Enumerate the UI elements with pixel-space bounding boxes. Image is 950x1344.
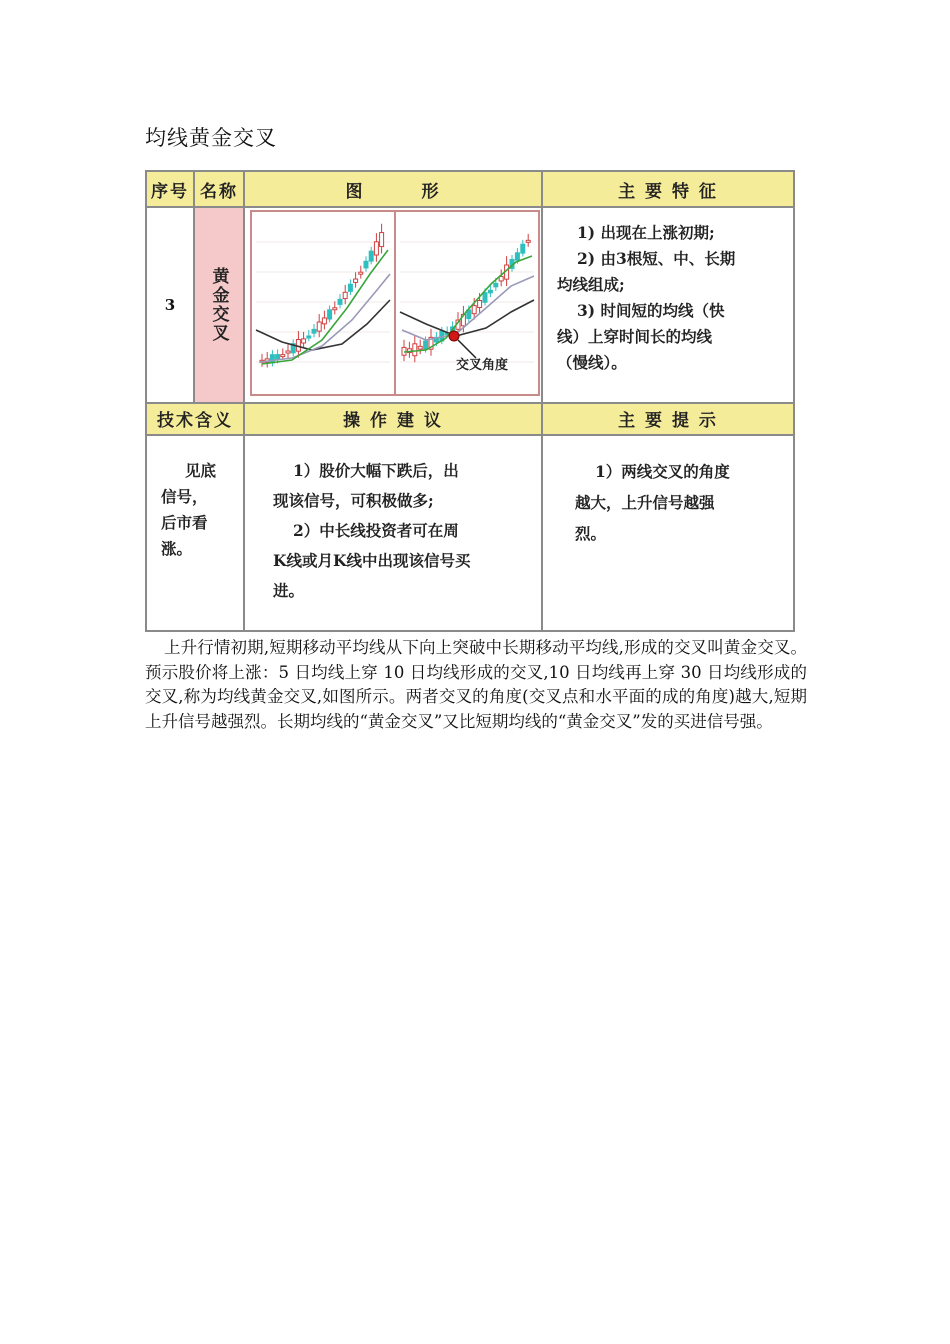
meaning-line: 涨。 [161, 539, 193, 558]
operation-line: 1）股价大幅下跌后，出 [293, 461, 459, 480]
candle-body [302, 339, 306, 343]
header-seq: 序号 [147, 172, 193, 206]
meaning-cell [161, 458, 241, 608]
candle-body [343, 292, 347, 298]
chart-annotation: 交叉角度 [456, 358, 509, 373]
ma-short-line [404, 256, 532, 352]
operation-line: K线或月K线中出现该信号买 [273, 551, 471, 570]
tips-cell [575, 456, 789, 576]
header-figure: 图 形 [245, 172, 541, 206]
feature-line: 均线组成; [557, 275, 625, 294]
candle-body [472, 306, 476, 314]
header-tips: 主 要 提 示 [543, 402, 793, 434]
candle-body [374, 242, 378, 255]
candle-body [328, 310, 332, 319]
candle-body [526, 240, 530, 242]
body-paragraph: 上升行情初期,短期移动平均线从下向上突破中长期移动平均线,形成的交叉叫黄金交叉。预示股价将上涨：5 日均线上穿 10 日均线形成的交叉,10 日均线再上穿 30 日均线形成的交叉,称为均线黄金交叉,如图所示。两者交叉的角度(交叉点和水平面的成的角度)越大,短期上升信号越强烈。长期均线的“黄金交叉”又比短期均线的“黄金交叉”发的买进信号强。 [145, 638, 807, 731]
candle-body [488, 290, 492, 293]
header-operation: 操 作 建 议 [245, 402, 541, 434]
candle-body [338, 299, 342, 304]
body-text [145, 636, 807, 734]
feature-line: 线）上穿时间长的均线 [557, 327, 713, 346]
name-cell [195, 208, 243, 402]
candle-body [413, 344, 417, 356]
candle-body [424, 341, 428, 349]
meaning-line: 后市看 [161, 513, 208, 532]
cross-point-marker [449, 331, 459, 341]
candle-body [322, 318, 326, 324]
meaning-line: 见底 [185, 461, 217, 480]
chart-figure [250, 210, 540, 396]
feature-line: 2) 由3根短、中、长期 [577, 249, 736, 268]
golden-cross-table [145, 170, 795, 632]
feature-line: 3) 时间短的均线（快 [577, 301, 725, 320]
candle-body [276, 355, 280, 360]
chart-panel-left [252, 212, 394, 394]
tip-line: 烈。 [575, 524, 607, 543]
candle-body [333, 308, 337, 310]
col-divider [541, 172, 543, 630]
feature-line: （慢线）。 [557, 353, 627, 372]
tip-line: 1）两线交叉的角度 [595, 462, 730, 481]
candle-body [354, 279, 358, 282]
candle-body [281, 355, 285, 357]
tip-line: 越大，上升信号越强 [575, 493, 715, 512]
header-meaning: 技术含义 [147, 402, 243, 434]
name-value: 黄金交叉 [208, 267, 229, 343]
candle-body [494, 283, 498, 286]
candle-body [418, 346, 422, 349]
meaning-line: 信号， [161, 487, 208, 506]
candle-body [369, 251, 373, 261]
header-features: 主 要 特 征 [543, 172, 793, 206]
candle-body [478, 301, 482, 308]
chart-panel-right [396, 212, 538, 394]
seq-value: 3 [164, 296, 176, 314]
operation-cell [273, 456, 537, 616]
candle-body [359, 272, 363, 274]
ma-mid-line [402, 276, 534, 340]
candle-body [307, 336, 311, 338]
ma-long-line [256, 300, 390, 350]
candle-body [483, 293, 487, 303]
operation-line: 现该信号，可积极做多; [273, 491, 434, 510]
candle-body [286, 351, 290, 353]
candle-body [515, 253, 519, 260]
candle-body [521, 244, 525, 253]
operation-line: 2）中长线投资者可在周 [293, 521, 459, 540]
candle-body [317, 322, 321, 331]
features-cell [557, 220, 789, 400]
candle-body [364, 261, 368, 268]
col-divider [193, 172, 195, 402]
candle-body [380, 233, 384, 247]
header-name: 名称 [195, 172, 243, 206]
candle-body [312, 329, 316, 333]
col-divider [243, 172, 245, 630]
operation-line: 进。 [273, 581, 305, 600]
page-title: 均线黄金交叉 [145, 126, 277, 150]
candle-body [348, 284, 352, 291]
feature-line: 1) 出现在上涨初期; [577, 223, 715, 242]
chart-left-svg [252, 212, 394, 394]
